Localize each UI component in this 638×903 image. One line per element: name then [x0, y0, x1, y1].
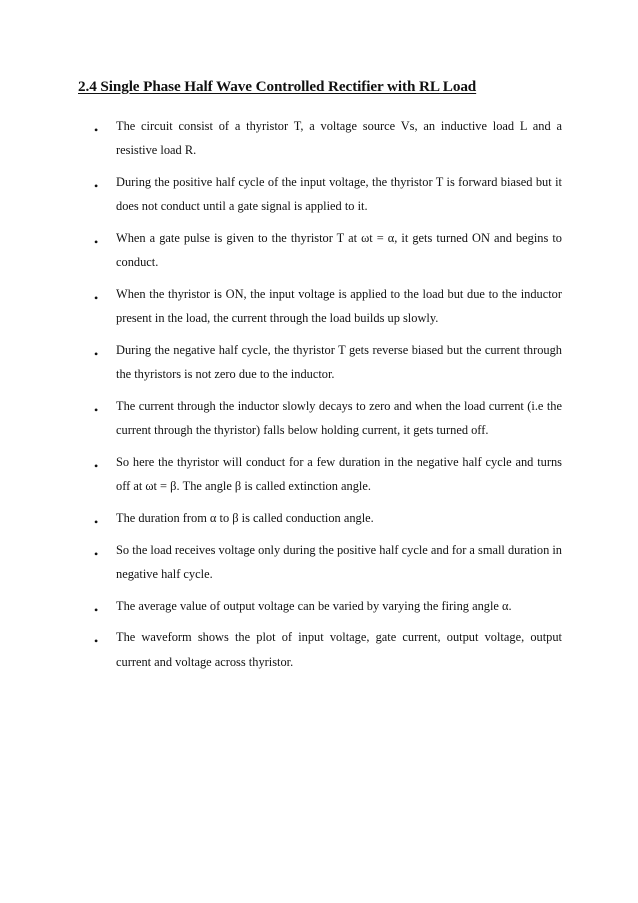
list-item — [0, 114, 638, 163]
list-item — [0, 538, 638, 587]
bullet-dot-icon: • — [94, 458, 99, 473]
list-item — [0, 170, 638, 219]
list-item-text: So here the thyristor will conduct for a few duration in the negative half cycle and turns off at ωt = β. The angle β is called extinction angle. — [116, 454, 562, 494]
bullet-dot-icon: • — [94, 234, 99, 249]
list-item-text: The average value of output voltage can be varied by varying the firing angle α. — [116, 598, 512, 613]
bullet-dot-icon: • — [94, 546, 99, 561]
list-item — [0, 625, 638, 674]
bullet-dot-icon: • — [94, 402, 99, 417]
bullet-dot-icon: • — [94, 634, 99, 649]
bullet-dot-icon: • — [94, 178, 99, 193]
bullet-dot-icon: • — [94, 602, 99, 617]
list-item — [0, 282, 638, 331]
list-item-text: During the positive half cycle of the input voltage, the thyristor T is forward biased but it does not conduct until a gate signal is applied to it. — [116, 174, 562, 214]
list-item — [0, 338, 638, 387]
list-item-text: When a gate pulse is given to the thyristor T at ωt = α, it gets turned ON and begins to conduct. — [116, 230, 562, 270]
list-item-text: During the negative half cycle, the thyristor T gets reverse biased but the current through the thyristors is not zero due to the inductor. — [116, 342, 562, 382]
list-item — [0, 506, 638, 530]
list-item-text: The current through the inductor slowly decays to zero and when the load current (i.e the current through the thyristor) falls below holding current, it gets turned off. — [116, 398, 562, 438]
list-item-text: So the load receives voltage only during the positive half cycle and for a small duration in negative half cycle. — [116, 542, 562, 581]
bullet-dot-icon: • — [94, 290, 99, 305]
list-item-text: When the thyristor is ON, the input voltage is applied to the load but due to the inductor present in the load, the current through the load builds up slowly. — [116, 286, 562, 326]
list-item — [0, 226, 638, 275]
bullet-dot-icon: • — [94, 123, 99, 137]
list-item — [0, 450, 638, 499]
bullet-dot-icon: • — [94, 514, 99, 529]
list-item-text: The duration from α to β is called conduction angle. — [116, 510, 374, 525]
list-item — [0, 594, 638, 618]
bullet-dot-icon: • — [94, 346, 99, 361]
list-item — [0, 394, 638, 443]
section-heading: 2.4 Single Phase Half Wave Controlled Rectifier with RL Load — [78, 78, 477, 95]
bullet-list — [0, 114, 638, 681]
list-item-text: The waveform shows the plot of input voltage, gate current, output voltage, output current and voltage across thyristor. — [116, 630, 562, 669]
list-item-text: The circuit consist of a thyristor T, a voltage source Vs, an inductive load L and a resistive load R. — [116, 119, 562, 158]
